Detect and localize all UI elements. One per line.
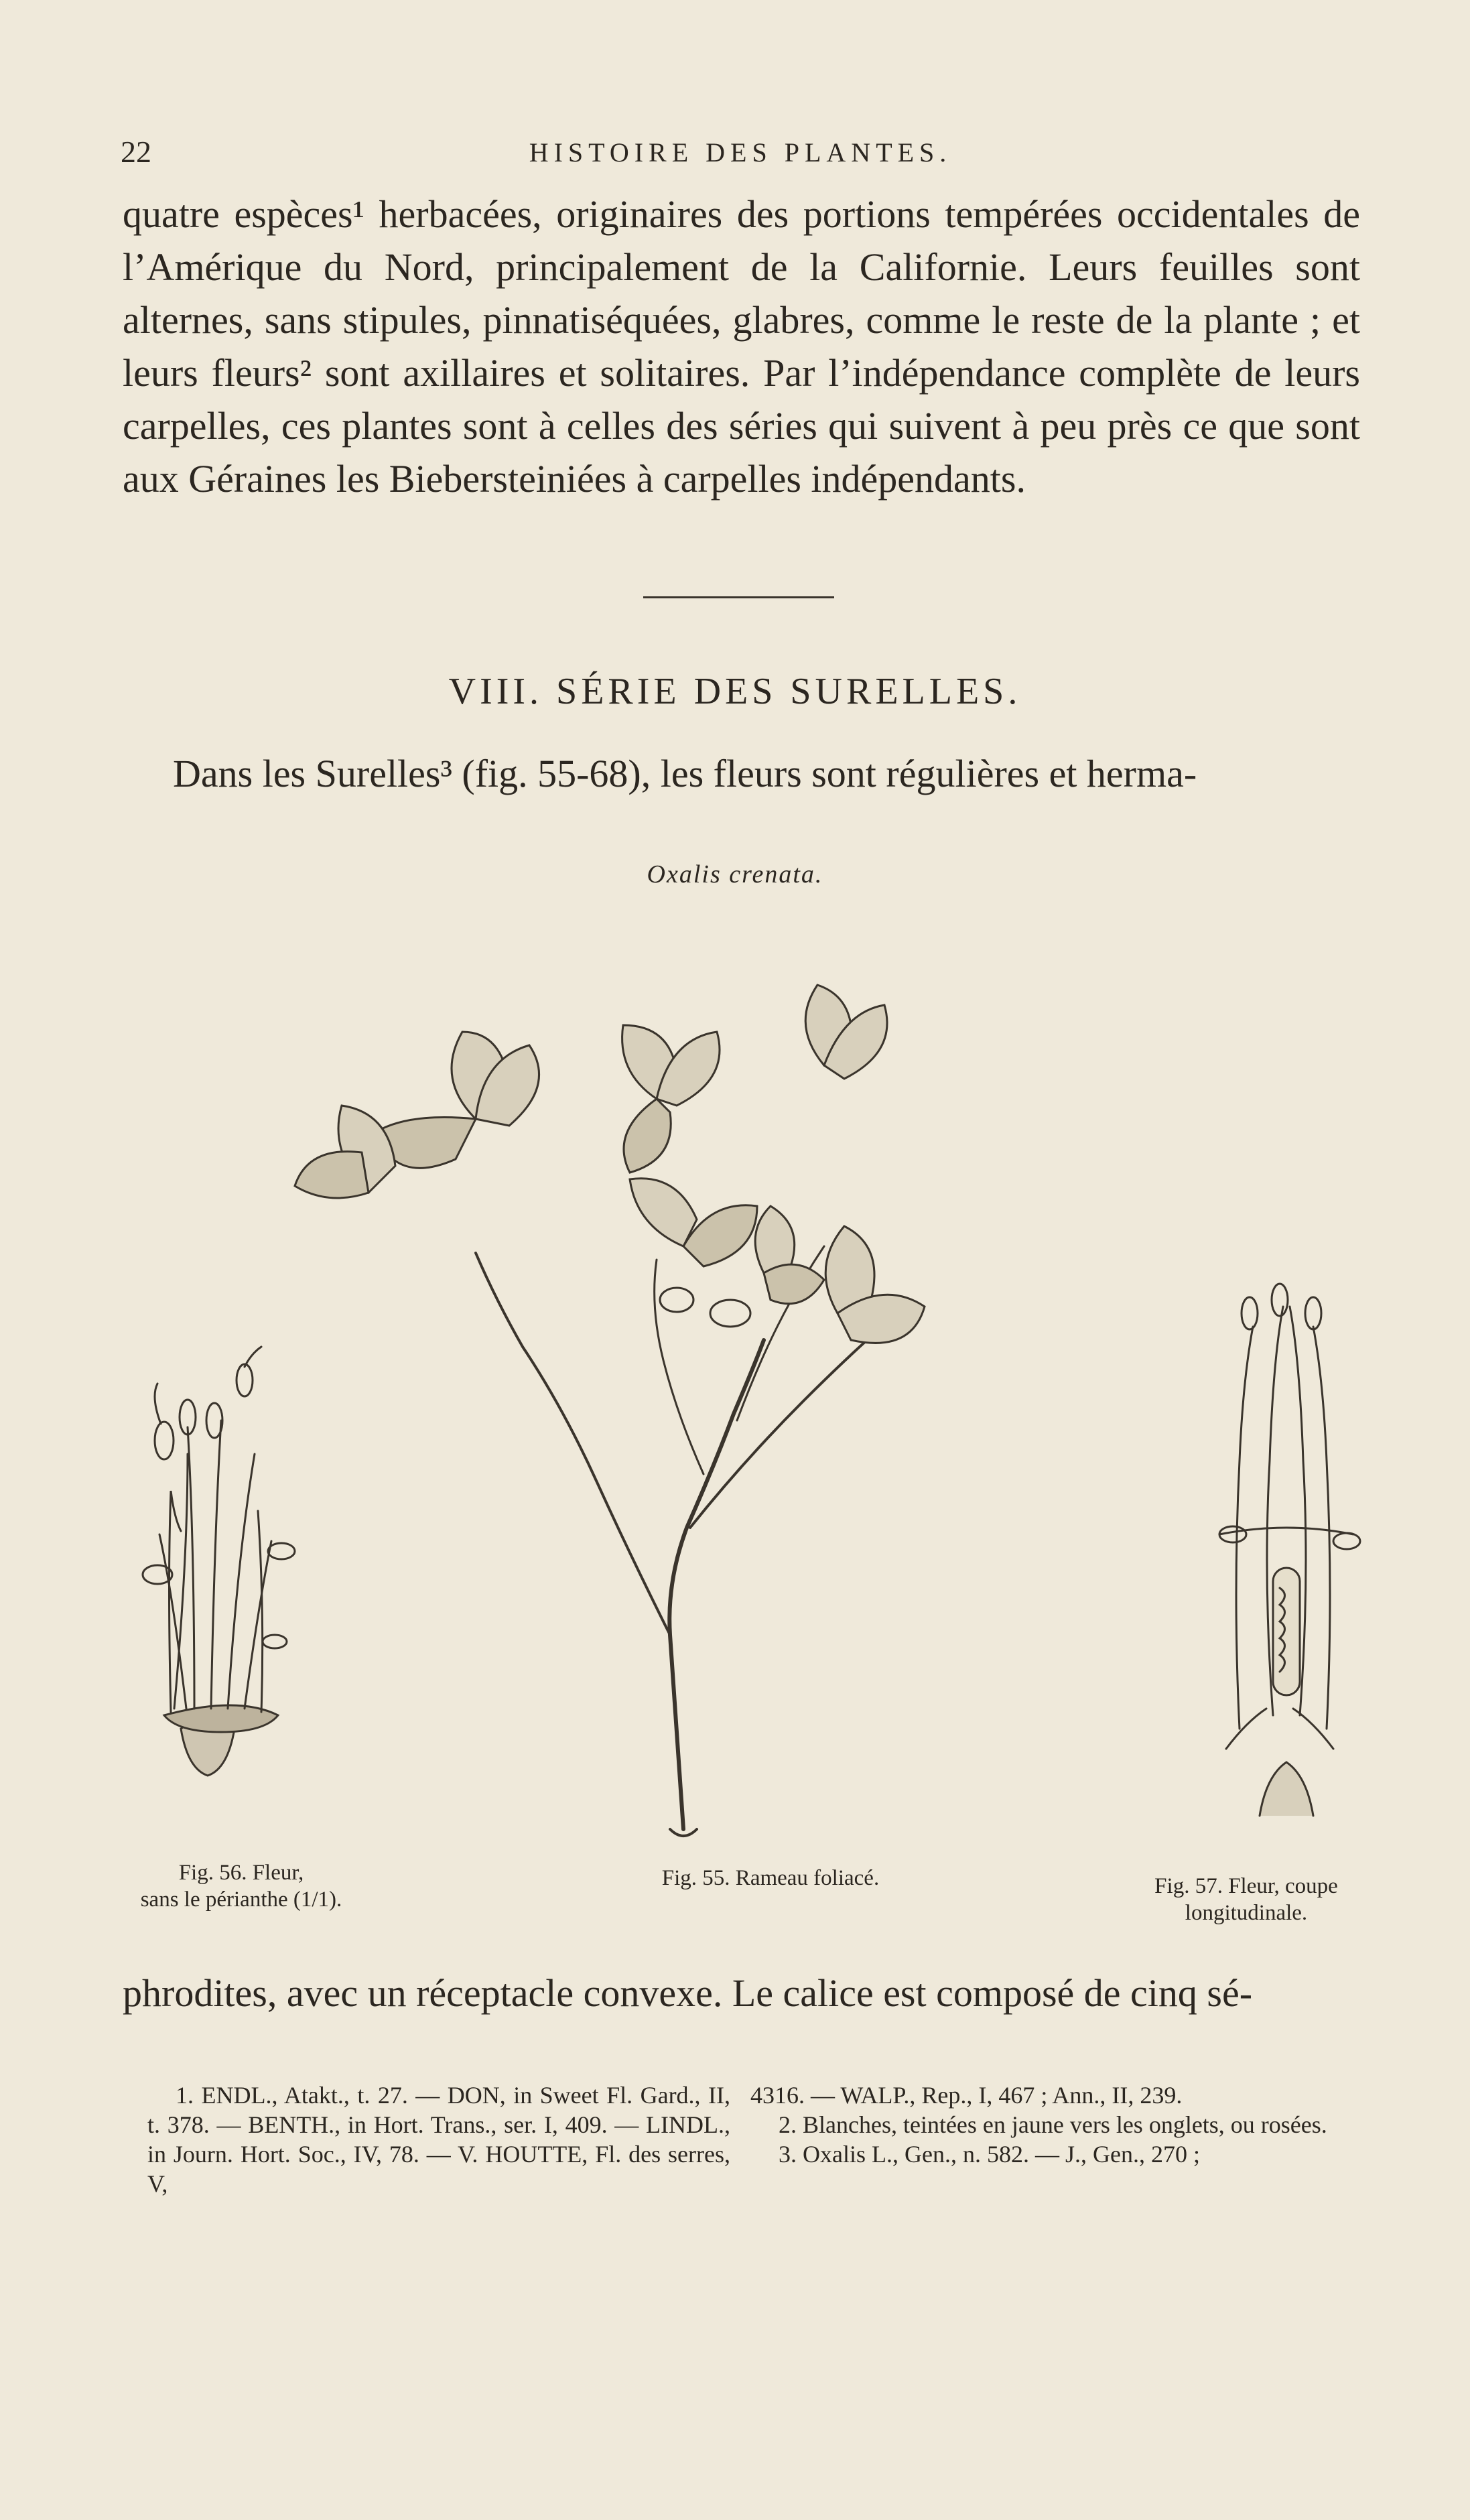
footnotes-left-column: [147, 2080, 730, 2198]
section-divider-rule: [643, 596, 834, 598]
footnote-3: 3. Oxalis L., Gen., n. 582. — J., Gen., 270 ;: [779, 2141, 1200, 2168]
fig-56-flower-drawing: [143, 1347, 295, 1776]
paragraph-2-text: Dans les Surelles³ (fig. 55-68), les fleurs sont régulières et herma-: [173, 752, 1197, 795]
footnote-1: 1. ENDL., Atakt., t. 27. — DON, in Sweet Fl. Gard., II, t. 378. — BENTH., in Hort. Trans., ser. I, 409. — LINDL., in Journ. Hort. Soc., IV, 78. — V. HOUTTE, Fl. des serres, V,: [147, 2082, 730, 2197]
fig-57-section-drawing: [1219, 1284, 1360, 1816]
fig-56-caption-line1: Fig. 56. Fleur,: [178, 1861, 304, 1885]
paragraph-1: [123, 188, 1360, 505]
footnote-2: 2. Blanches, teintées en jaune vers les onglets, ou rosées.: [779, 2111, 1327, 2138]
fig-56-caption-line2: sans le périanthe (1/1).: [140, 1887, 342, 1912]
footnote-1-continued: 4316. — WALP., Rep., I, 467 ; Ann., II, 239.: [750, 2082, 1183, 2109]
fig-56-caption: [107, 1859, 375, 1913]
section-title: VIII. SÉRIE DES SURELLES.: [448, 671, 1022, 712]
fig-55-branch-drawing: [295, 985, 925, 1836]
fig-55-caption: Fig. 55. Rameau foliacé.: [661, 1866, 880, 1890]
page-number: 22: [121, 135, 151, 169]
species-caption: Oxalis crenata.: [647, 860, 823, 888]
fig-57-caption-line1: Fig. 57. Fleur, coupe: [1154, 1874, 1338, 1898]
footnotes-right-column: [750, 2080, 1333, 2169]
paragraph-1-text: quatre espèces¹ herbacées, originaires des portions tempérées occidentales de l’Amérique du Nord, principalement de la Californie. Leurs feuilles sont alternes, sans stipules, pinnatiséquées, glabres, comme le reste de la plante ; et leurs fleurs² sont axillaires et solitaires. Par l’indépendance complète de leurs carpelles, ces plantes sont à celles des séries qui suivent à peu près ce que sont aux Géraines les Biebersteiniées à carpelles indépendants.: [123, 192, 1360, 501]
paragraph-3: [123, 1967, 1360, 2019]
fig-57-caption-line2: longitudinale.: [1185, 1901, 1308, 1925]
paragraph-2: [123, 747, 1360, 800]
paragraph-3-text: phrodites, avec un réceptacle convexe. Le calice est composé de cinq sé-: [123, 1971, 1253, 2015]
running-head: HISTOIRE DES PLANTES.: [529, 137, 952, 168]
fig-57-caption: [1112, 1873, 1380, 1926]
page-header: [121, 134, 1360, 174]
botanical-illustration: [101, 898, 1374, 1849]
